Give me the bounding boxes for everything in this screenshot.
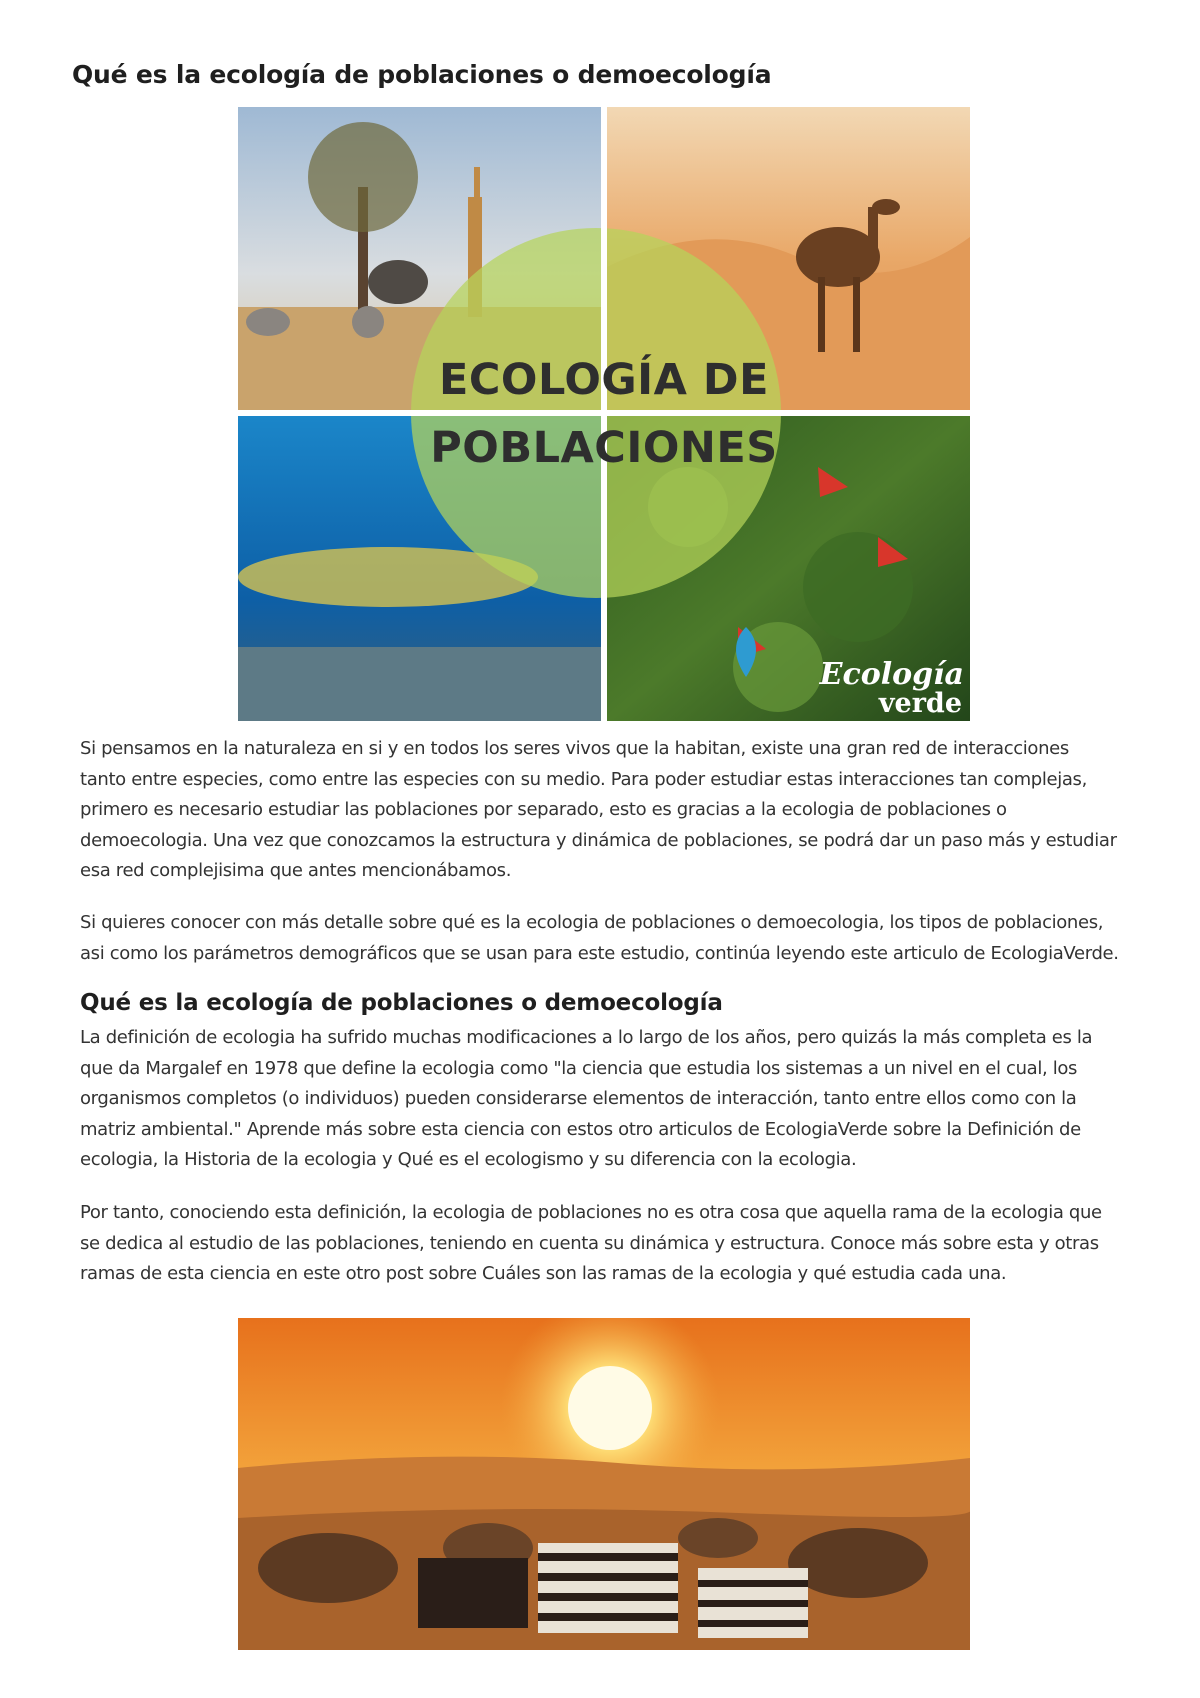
intro-paragraph-2: Si quieres conocer con más detalle sobre qué es la ecologia de poblaciones o demoecologia, los tipos de poblaciones, asi como los parámetros demográficos que se usan para este estudio, continúa leyendo este articulo de EcologiaVerde. [80, 912, 1119, 964]
logo-text-ecologia: Ecología [819, 657, 964, 692]
page-title: Qué es la ecología de poblaciones o demoecología [72, 60, 772, 89]
section-heading: Qué es la ecología de poblaciones o demoecología [80, 990, 723, 1016]
intro-paragraph-1: Si pensamos en la naturaleza en si y en todos los seres vivos que la habitan, existe una gran red de interacciones tanto entre especies, como entre las especies con su medio. Para poder estudiar estas interacciones tan complejas, primero es necesario estudiar las poblaciones por separado, esto es gracias a la ecologia de poblaciones o demoecologia. Una vez que conozcamos la estructura y dinámica de poblaciones, se podrá dar un paso más y estudiar esa red complejisima que antes mencionábamos. [80, 738, 1117, 881]
hero-image-ecologia-poblaciones [238, 107, 970, 721]
hero-collage-graphic [238, 107, 970, 721]
ecologia-verde-logo [819, 657, 964, 719]
hero-title-line-1: ECOLOGÍA DE [438, 355, 769, 405]
hero-title-line-2: POBLACIONES [430, 423, 778, 473]
savanna-photo-graphic [238, 1318, 970, 1650]
logo-text-verde: verde [878, 688, 962, 719]
section-paragraph-1: La definición de ecologia ha sufrido muchas modificaciones a lo largo de los años, pero quizás la más completa es la que da Margalef en 1978 que define la ecologia como "la ciencia que estudia los sistemas a un nivel en el cual, los organismos completos (o individuos) pueden considerarse elementos de interacción, tanto entre ellos como con la matriz ambiental." Aprende más sobre esta ciencia con estos otro articulos de EcologiaVerde sobre la Definición de ecologia, la Historia de la ecologia y Qué es el ecologismo y su diferencia con la ecologia. [80, 1027, 1093, 1170]
savanna-sunset-image [238, 1318, 970, 1650]
section-paragraph-2: Por tanto, conociendo esta definición, la ecologia de poblaciones no es otra cosa que aquella rama de la ecologia que se dedica al estudio de las poblaciones, teniendo en cuenta su dinámica y estructura. Conoce más sobre esta y otras ramas de esta ciencia en este otro post sobre Cuáles son las ramas de la ecologia y qué estudia cada una. [80, 1202, 1102, 1284]
